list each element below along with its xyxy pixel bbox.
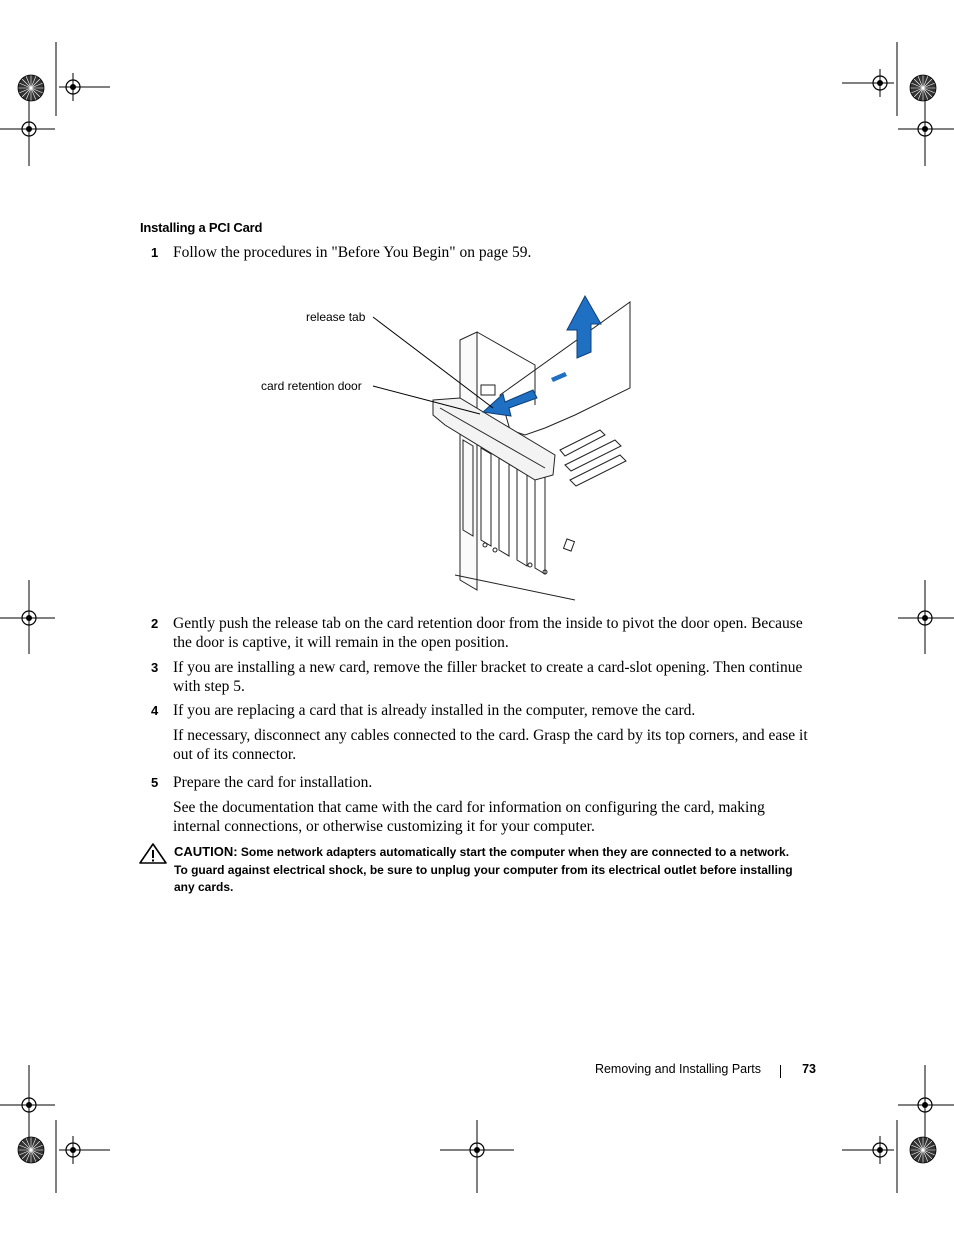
- step-text: Follow the procedures in "Before You Begin" on page 59.: [173, 244, 532, 261]
- release-tab-callout: release tab: [306, 310, 366, 324]
- step-number: 5: [151, 775, 159, 790]
- warning-triangle-icon: [138, 843, 168, 865]
- card-retention-illustration: [255, 290, 635, 610]
- pci-card-figure: [255, 290, 635, 610]
- step-text: If you are replacing a card that is already installed in the computer, remove the card.: [173, 702, 696, 719]
- step-text: Gently push the release tab on the card retention door from the inside to pivot the door open. Because the door is captive, it will remain in the open position.: [173, 615, 803, 651]
- step-4: [151, 701, 811, 720]
- page-number: 73: [802, 1062, 816, 1076]
- section-heading: Installing a PCI Card: [140, 220, 263, 235]
- caution-notice: [138, 843, 798, 897]
- step-2: [151, 614, 811, 652]
- footer-section-title: Removing and Installing Parts: [594, 1062, 761, 1076]
- step-4-note: If necessary, disconnect any cables connected to the card. Grasp the card by its top corners, and ease it out of its connector.: [173, 727, 808, 763]
- step-number: 3: [151, 660, 159, 675]
- caution-label: CAUTION:: [174, 844, 238, 859]
- caution-text: Some network adapters automatically start the computer when they are connected to a network. To guard against electrical shock, be sure to unplug your computer from its electrical outlet before installing any cards.: [174, 845, 793, 894]
- step-number: 2: [151, 616, 159, 631]
- step-5-note: See the documentation that came with the card for information on configuring the card, making internal connections, or otherwise customizing it for your computer.: [173, 799, 765, 835]
- step-5: [151, 773, 811, 792]
- footer-separator: [780, 1065, 781, 1078]
- step-number: 1: [151, 245, 159, 260]
- pci-card: [500, 302, 630, 435]
- step-text: If you are installing a new card, remove the filler bracket to create a card-slot opening. Then continue with step 5.: [173, 659, 803, 695]
- step-number: 4: [151, 703, 159, 718]
- step-3: [151, 658, 811, 696]
- pci-slot: [560, 430, 605, 456]
- card-retention-door-callout: card retention door: [261, 379, 362, 393]
- step-1: [151, 243, 811, 262]
- step-text: Prepare the card for installation.: [173, 774, 373, 791]
